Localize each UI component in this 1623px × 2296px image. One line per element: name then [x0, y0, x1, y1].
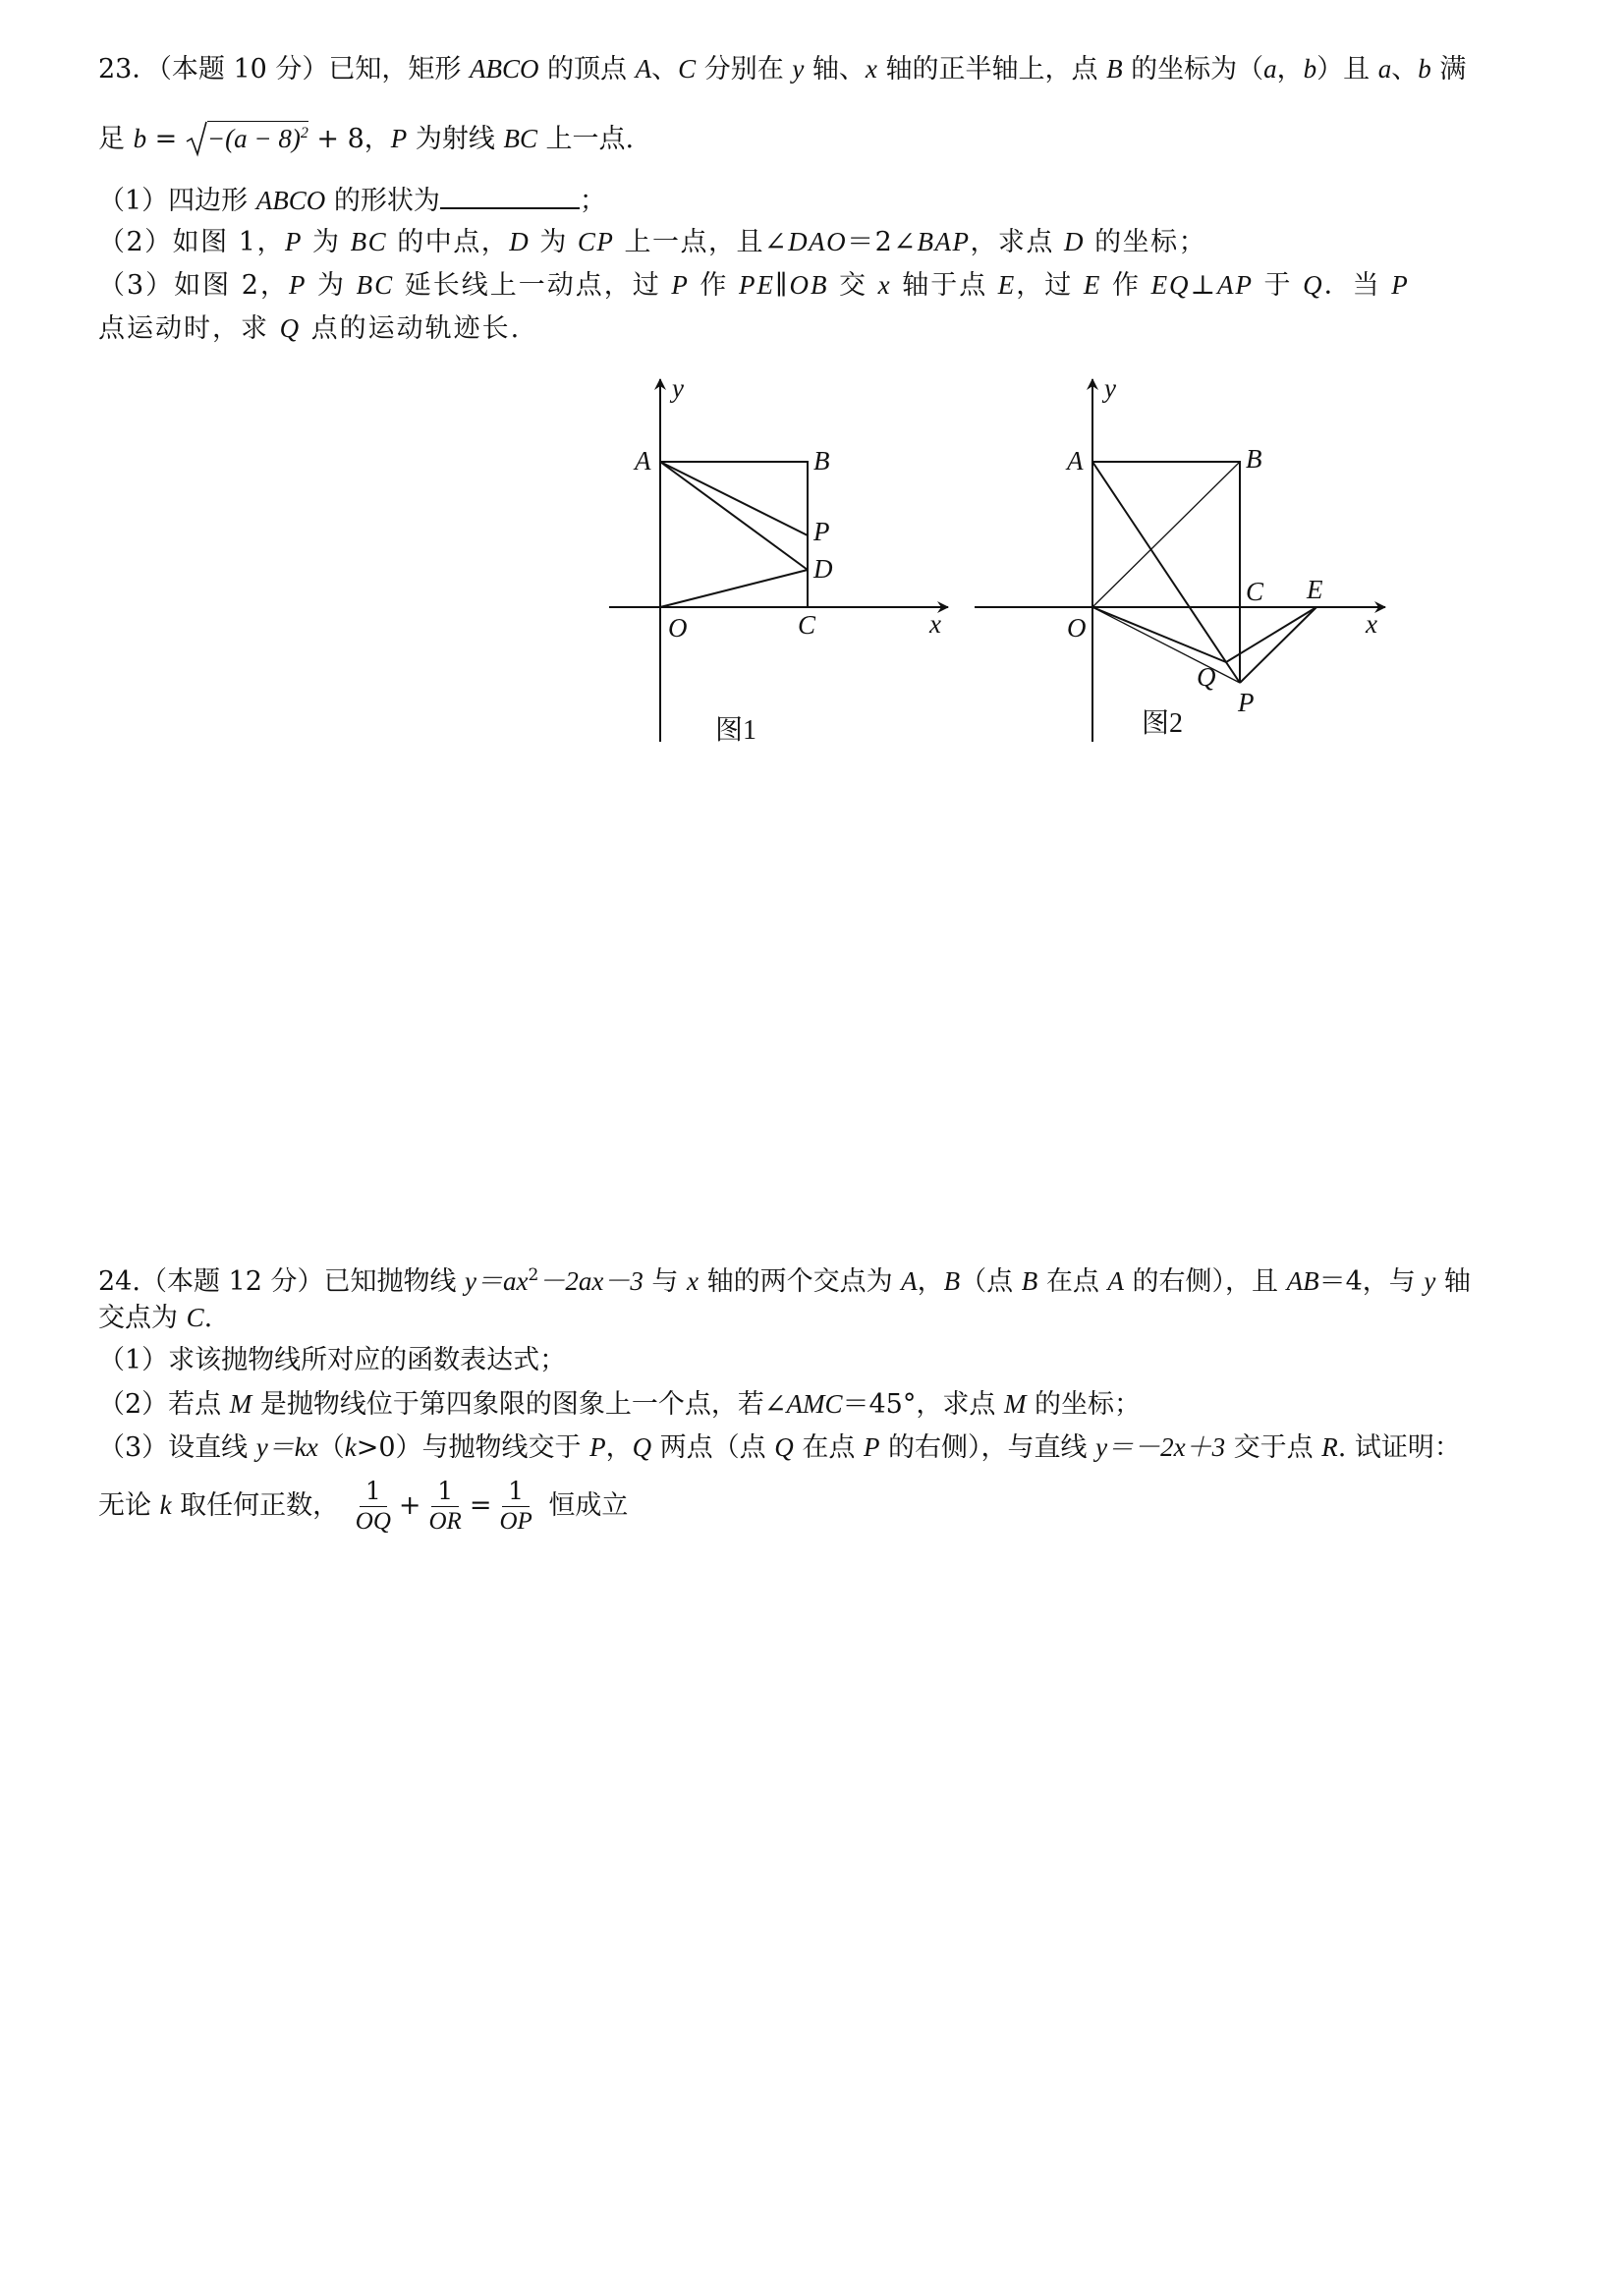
fig2-segment-pe: [1240, 607, 1316, 683]
fig1-label-y: y: [672, 373, 684, 403]
fraction-1-over-or: $\frac{1}{OR}$: [428, 1477, 462, 1535]
q24-part3: （3）设直线 y＝kx（k>0）与抛物线交于 P，Q 两点（点 Q 在点 P 的右侧），与直线 y＝－2x＋3 交于点 R. 试证明：: [98, 1432, 1461, 1463]
q23-line2: 足 $b = -(a - 8)^2 + 8$，P 为射线 BC 上一点.: [98, 116, 634, 157]
fig2-label-y: y: [1104, 373, 1116, 403]
fig1-label-o: O: [668, 613, 688, 643]
fig1-label-b: B: [813, 446, 830, 476]
q23-part3-cont: 点运动时，求 Q 点的运动轨迹长.: [98, 313, 522, 344]
figure-1: [609, 379, 948, 742]
fig1-segment-ad: [660, 462, 808, 570]
fig2-segment-ap: [1092, 462, 1240, 683]
fig2-label-x: x: [1366, 609, 1377, 639]
q24-line2: 交点为 C.: [98, 1303, 213, 1333]
fig2-caption: 图2: [1142, 708, 1184, 739]
fig2-segment-op: [1092, 607, 1240, 683]
figure-2: [975, 379, 1385, 742]
fig1-label-a: A: [635, 446, 651, 476]
fraction-1-over-op: $\frac{1}{OP}$: [499, 1477, 532, 1535]
q23-part1: （1）四边形 ABCO 的形状为 ；: [98, 182, 606, 219]
fig2-label-b: B: [1246, 444, 1262, 474]
q23-figures: [0, 364, 1623, 756]
fraction-1-over-oq: $\frac{1}{OQ}$: [355, 1477, 391, 1535]
fig2-label-o: O: [1067, 613, 1087, 643]
fig2-label-a: A: [1067, 446, 1084, 476]
fig2-label-e: E: [1307, 575, 1323, 604]
q24-part2: （2）若点 M 是抛物线位于第四象限的图象上一个点，若∠AMC＝45°，求点 M 的坐标；: [98, 1389, 1142, 1420]
fig1-rectangle-abco: [660, 462, 808, 607]
fig1-segment-ap: [660, 462, 808, 535]
fig2-label-q: Q: [1197, 662, 1216, 692]
fig1-caption: 图1: [715, 715, 757, 746]
fig2-label-c: C: [1246, 577, 1264, 606]
fig1-label-x: x: [929, 609, 941, 639]
fig1-segment-od: [660, 570, 808, 607]
answer-blank[interactable]: [440, 182, 580, 209]
fig1-label-d: D: [813, 554, 833, 584]
fig1-label-c: C: [798, 610, 816, 640]
q23-part2: （2）如图 1，P 为 BC 的中点，D 为 CP 上一点，且∠DAO＝2∠BAP，求点 D 的坐标；: [98, 227, 1207, 257]
fig2-segment-ob: [1092, 462, 1240, 607]
fig2-label-p: P: [1238, 688, 1255, 717]
q24-part1: （1）求该抛物线所对应的函数表达式；: [98, 1345, 567, 1375]
q24-line1: 24.（本题 12 分）已知抛物线 $y=ax^2-2ax-3$ 与 x 轴的两个交点为 A，B（点 B 在点 A 的右侧），且 AB＝4，与 y 轴: [98, 1265, 1471, 1297]
q23-line1: 23．（本题 10 分）已知，矩形 ABCO 的顶点 A、C 分别在 y 轴、x 轴的正半轴上，点 B 的坐标为（a，b）且 a、b 满: [98, 54, 1467, 84]
fig2-labels: [1065, 373, 1377, 717]
fig1-label-p: P: [813, 517, 830, 546]
fig2-segment-oq: [1092, 607, 1226, 662]
sqrt-expression: $-(a - 8)^2$: [186, 116, 308, 157]
q24-part3-cont: 无论 k 取任何正数， $\frac{1}{OQ}$ + $\frac{1}{OR}$ = $\frac{1}{OP}$ 恒成立: [98, 1477, 629, 1535]
radical-sign: [186, 120, 207, 157]
q23-part3: （3）如图 2，P 为 BC 延长线上一动点，过 P 作 PE∥OB 交 x 轴于点 E，过 E 作 EQ⊥AP 于 Q．当 P: [98, 270, 1410, 301]
